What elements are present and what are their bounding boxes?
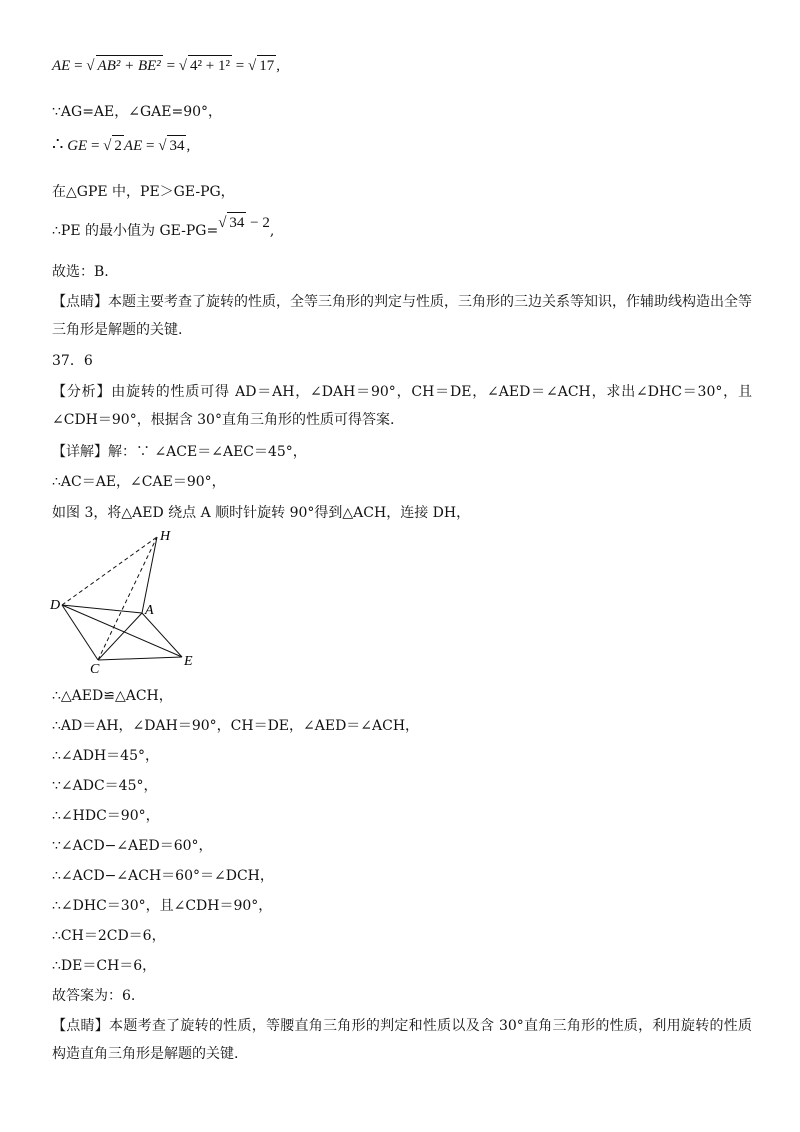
label-h: H <box>160 529 171 544</box>
label-c: C <box>90 662 100 675</box>
therefore-symbol: ∴ <box>52 134 64 154</box>
comment-paragraph: 【点睛】本题考查了旋转的性质，等腰直角三角形的判定和性质以及含 30°直角三角形的性质，利用旋转的性质构造直角三角形是解题的关键. <box>52 1018 752 1062</box>
min-value-radicand: 34 <box>227 212 246 233</box>
text-line: ∴∠HDC＝90°， <box>52 808 160 824</box>
min-value-tail: , <box>269 223 275 239</box>
radical-sign: √ <box>247 58 257 74</box>
formula-ae-lhs: AE <box>52 58 71 74</box>
segment-ah <box>142 537 157 613</box>
formula-ae-radicand-1: AB² + BE² <box>96 55 163 76</box>
formula-ae-tail: , <box>276 58 280 74</box>
formula-ge-radicand-1: 2 <box>112 135 124 156</box>
label-e: E <box>184 654 193 669</box>
segment-ch <box>98 537 157 660</box>
min-value-rest: − 2 <box>246 215 270 231</box>
radical-sign: √ <box>86 58 95 74</box>
formula-ae <box>52 55 280 76</box>
answer-line: 故选：B. <box>52 264 109 280</box>
text-line: 在△GPE 中，PE＞GE-PG， <box>52 184 235 200</box>
radical-sign: √ <box>103 138 112 154</box>
text-line: 如图 3，将△AED 绕点 A 顺时针旋转 90°得到△ACH，连接 DH， <box>52 505 471 521</box>
text-line: ∴AC＝AE，∠CAE＝90°， <box>52 474 226 490</box>
text-line: ∴∠ACD−∠ACH＝60°＝∠DCH， <box>52 868 274 884</box>
text-line: ∴AD＝AH，∠DAH＝90°，CH＝DE，∠AED＝∠ACH， <box>52 718 420 734</box>
formula-ge-mid: AE <box>123 138 143 154</box>
formula-ge-tail: , <box>186 138 191 154</box>
analysis-paragraph: 【分析】由旋转的性质可得 AD＝AH，∠DAH＝90°，CH＝DE，∠AED＝∠ACH，求出∠DHC＝30°，且∠CDH＝90°，根据含 30°直角三角形的性质可得答案. <box>52 384 752 428</box>
equals-sign: = <box>90 138 100 154</box>
formula-ge <box>52 134 190 156</box>
segment-ce <box>98 657 182 660</box>
text-line: ∴△AED≌△ACH， <box>52 688 173 704</box>
solution-line: 【详解】解：∵ ∠ACE＝∠AEC＝45°， <box>52 444 307 460</box>
equals-sign: = <box>166 58 176 74</box>
text-line: ∵∠ACD−∠AED＝60°， <box>52 838 213 854</box>
formula-ae-radicand-2: 4² + 1² <box>188 55 232 76</box>
segment-ae <box>142 613 182 657</box>
radical-sign: √ <box>178 58 188 74</box>
answer-line: 故答案为：6. <box>52 988 136 1004</box>
formula-ge-radicand-2: 34 <box>167 135 186 156</box>
question-number: 37．6 <box>52 353 93 369</box>
segment-dh <box>62 537 157 605</box>
geometry-figure <box>40 525 210 675</box>
text-line: ∵∠ADC＝45°， <box>52 778 158 794</box>
equals-sign: = <box>74 58 83 74</box>
text-line: ∴∠DHC＝30°，且∠CDH＝90°， <box>52 898 273 914</box>
min-value-line <box>52 215 275 241</box>
comment-paragraph: 【点睛】本题主要考查了旋转的性质，全等三角形的判定与性质，三角形的三边关系等知识，作辅助线构造出全等三角形是解题的关键. <box>52 294 752 338</box>
formula-ge-lhs: GE <box>67 138 88 154</box>
radical-sign: √ <box>158 138 167 154</box>
min-value-formula: √ 34 − 2 <box>218 215 270 231</box>
segment-da <box>62 605 142 613</box>
equals-sign: = <box>235 58 245 74</box>
equals-sign: = <box>145 138 155 154</box>
min-value-text: ∴PE 的最小值为 GE-PG= <box>52 223 219 239</box>
label-a: A <box>145 603 154 618</box>
text-line: ∴CH＝2CD＝6， <box>52 928 166 944</box>
text-line: ∵AG=AE，∠GAE=90°， <box>52 104 223 120</box>
segment-de <box>62 605 182 657</box>
text-line: ∴DE＝CH＝6， <box>52 958 157 974</box>
label-d: D <box>50 598 61 613</box>
formula-ae-radicand-3: 17 <box>257 55 276 76</box>
text-line: ∴∠ADH＝45°， <box>52 748 159 764</box>
